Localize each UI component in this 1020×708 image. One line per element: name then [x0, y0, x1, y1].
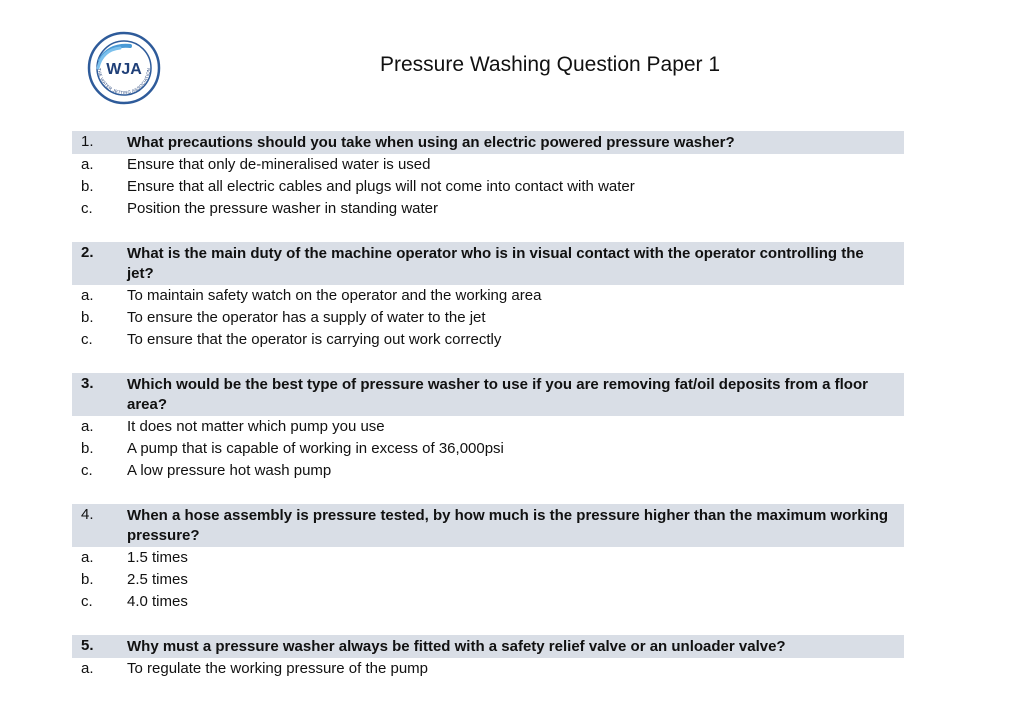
answer-text: To maintain safety watch on the operator and the working area — [127, 287, 542, 304]
answer-option — [72, 591, 904, 613]
answer-text: Ensure that all electric cables and plugs will not come into contact with water — [127, 178, 635, 195]
question-number: 5. — [81, 637, 94, 654]
answer-letter: a. — [81, 549, 94, 566]
answer-option — [72, 438, 904, 460]
question-text: What is the main duty of the machine operator who is in visual contact with the operator controlling the jet? — [127, 245, 864, 282]
answer-letter: b. — [81, 178, 94, 195]
answer-text: 2.5 times — [127, 571, 188, 588]
answer-letter: b. — [81, 309, 94, 326]
answer-letter: a. — [81, 156, 94, 173]
question-header — [72, 131, 904, 154]
question-number: 4. — [81, 506, 94, 523]
question-header — [72, 242, 904, 285]
answer-option — [72, 329, 904, 351]
answer-text: To ensure the operator has a supply of water to the jet — [127, 309, 486, 326]
answer-letter: b. — [81, 440, 94, 457]
answer-letter: a. — [81, 418, 94, 435]
answer-text: 4.0 times — [127, 593, 188, 610]
question-list — [72, 131, 904, 702]
question-header — [72, 504, 904, 547]
answer-text: Position the pressure washer in standing water — [127, 200, 439, 217]
answer-text: A low pressure hot wash pump — [127, 462, 332, 479]
answer-text: To regulate the working pressure of the pump — [127, 660, 429, 677]
logo-ring-text: THE WATER JETTING ASSOCIATION — [96, 67, 152, 96]
answer-option — [72, 547, 904, 569]
answer-option — [72, 198, 904, 220]
question-number: 3. — [81, 375, 94, 392]
answer-option — [72, 416, 904, 438]
question-block — [72, 504, 904, 613]
question-block — [72, 242, 904, 351]
question-text: Why must a pressure washer always be fitted with a safety relief valve or an unloader valve? — [127, 638, 786, 655]
answer-option — [72, 176, 904, 198]
answer-option — [72, 569, 904, 591]
question-text: Which would be the best type of pressure washer to use if you are removing fat/oil deposits from a floor area? — [127, 376, 868, 413]
question-header — [72, 635, 904, 658]
answer-text: A pump that is capable of working in excess of 36,000psi — [127, 440, 504, 457]
logo-text: WJA — [106, 61, 142, 78]
answer-option — [72, 307, 904, 329]
page-title: Pressure Washing Question Paper 1 — [380, 53, 721, 76]
question-text: When a hose assembly is pressure tested, by how much is the pressure higher than the maximum working pressure? — [127, 507, 889, 544]
question-number: 1. — [81, 133, 94, 150]
answer-option — [72, 658, 904, 680]
wja-logo — [86, 30, 162, 106]
answer-option — [72, 154, 904, 176]
answer-text: It does not matter which pump you use — [127, 418, 385, 435]
answer-option — [72, 460, 904, 482]
question-block — [72, 131, 904, 220]
answer-text: To ensure that the operator is carrying out work correctly — [127, 331, 502, 348]
answer-text: 1.5 times — [127, 549, 188, 566]
question-block — [72, 373, 904, 482]
answer-letter: a. — [81, 287, 94, 304]
question-text: What precautions should you take when using an electric powered pressure washer? — [127, 134, 735, 151]
question-header — [72, 373, 904, 416]
answer-letter: c. — [81, 331, 93, 348]
answer-letter: a. — [81, 660, 94, 677]
answer-text: Ensure that only de-mineralised water is used — [127, 156, 431, 173]
answer-option — [72, 285, 904, 307]
answer-letter: c. — [81, 462, 93, 479]
answer-letter: b. — [81, 571, 94, 588]
question-block — [72, 635, 904, 680]
answer-letter: c. — [81, 200, 93, 217]
question-number: 2. — [81, 244, 94, 261]
answer-letter: c. — [81, 593, 93, 610]
